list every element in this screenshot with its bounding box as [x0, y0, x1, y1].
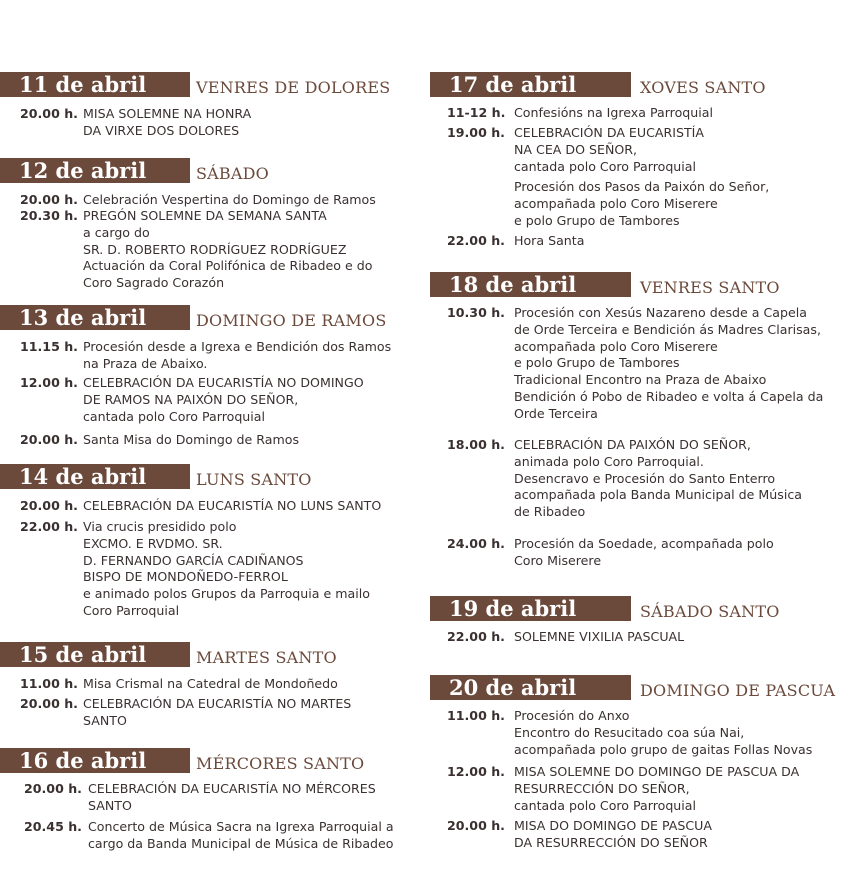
event-text: Tradicional Encontro na Praza de Abaixo: [514, 372, 767, 388]
day-name: MÉRCORES SANTO: [196, 754, 365, 773]
event-text: Actuación da Coral Polifónica de Ribadeo e do: [83, 258, 373, 274]
event-time: 20.00 h.: [20, 432, 78, 447]
day-name: LUNS SANTO: [196, 470, 312, 489]
event-time: 11.15 h.: [20, 339, 78, 354]
date-banner: 14 de abril: [0, 464, 190, 489]
event-text: de Orde Terceira e Bendición ás Madres Clarisas,: [514, 321, 821, 337]
day-name: XOVES SANTO: [640, 78, 766, 97]
event-text: de Ribadeo: [514, 504, 586, 520]
event-text: NA CEA DO SEÑOR,: [514, 141, 638, 157]
event-text: acompañada pola Banda Municipal de Música: [514, 487, 802, 503]
event-text: e polo Grupo de Tambores: [514, 212, 680, 228]
event-text: cantada polo Coro Parroquial: [514, 158, 697, 174]
event-text: Procesión do Anxo: [514, 708, 630, 723]
event-text: animada polo Coro Parroquial.: [514, 453, 704, 469]
event-text: CELEBRACIÓN DA EUCARISTÍA: [514, 125, 705, 140]
event-time: 20.00 h.: [20, 106, 78, 121]
event-time: 20.45 h.: [24, 819, 82, 834]
event-text: Procesión da Soedade, acompañada polo: [514, 536, 774, 551]
day-name: SÁBADO SANTO: [640, 602, 780, 621]
event-text: Concerto de Música Sacra na Igrexa Parroquial a: [88, 819, 394, 834]
event-text: MISA SOLEMNE DO DOMINGO DE PASCUA DA: [514, 764, 800, 779]
event-time: 11.00 h.: [447, 708, 505, 723]
event-text: SR. D. ROBERTO RODRÍGUEZ RODRÍGUEZ: [83, 241, 347, 257]
event-text: na Praza de Abaixo.: [83, 355, 208, 371]
date-banner: 16 de abril: [0, 748, 190, 773]
event-time: 22.00 h.: [20, 519, 78, 534]
event-time: 18.00 h.: [447, 437, 505, 452]
day-name: VENRES DE DOLORES: [196, 78, 391, 97]
event-time: 22.00 h.: [447, 233, 505, 248]
event-text: Coro Parroquial: [83, 603, 180, 618]
event-text: Celebración Vespertina do Domingo de Ramos: [83, 192, 376, 207]
event-text: RESURRECCIÓN DO SEÑOR,: [514, 780, 690, 796]
date-banner: 11 de abril: [0, 72, 190, 97]
event-text: CELEBRACIÓN DA EUCARISTÍA NO MÉRCORES: [88, 781, 376, 796]
event-text: PREGÓN SOLEMNE DA SEMANA SANTA: [83, 208, 327, 223]
event-time: 11-12 h.: [447, 105, 506, 120]
event-text: Encontro do Resucitado coa súa Nai,: [514, 724, 745, 740]
event-time: 11.00 h.: [20, 676, 78, 691]
event-text: Santa Misa do Domingo de Ramos: [83, 432, 300, 447]
event-time: 20.00 h.: [447, 818, 505, 833]
event-text: Coro Sagrado Corazón: [83, 275, 225, 291]
event-text: DA RESURRECCIÓN DO SEÑOR: [514, 834, 708, 850]
event-time: 12.00 h.: [447, 764, 505, 779]
date-banner: 18 de abril: [430, 272, 631, 297]
event-text: Procesión con Xesús Nazareno desde a Capela: [514, 305, 807, 320]
day-name: SÁBADO: [196, 164, 269, 183]
event-text: Hora Santa: [514, 233, 585, 248]
event-time: 22.00 h.: [447, 629, 505, 644]
date-banner: 20 de abril: [430, 675, 631, 700]
event-text: Confesións na Igrexa Parroquial: [514, 105, 713, 120]
day-name: MARTES SANTO: [196, 648, 337, 667]
event-text: CELEBRACIÓN DA EUCARISTÍA NO DOMINGO: [83, 375, 364, 390]
event-text: Procesión dos Pasos da Paixón do Señor,: [514, 179, 770, 194]
event-time: 12.00 h.: [20, 375, 78, 390]
event-text: acompañada polo grupo de gaitas Follas Novas: [514, 741, 813, 757]
event-text: MISA SOLEMNE NA HONRA: [83, 106, 252, 121]
event-text: Via crucis presidido polo: [83, 519, 237, 534]
event-time: 20.00 h.: [20, 696, 78, 711]
event-text: DA VIRXE DOS DOLORES: [83, 122, 240, 138]
event-text: Bendición ó Pobo de Ribadeo e volta á Capela da: [514, 389, 824, 404]
date-banner: 19 de abril: [430, 596, 631, 621]
event-time: 24.00 h.: [447, 536, 505, 551]
event-time: 19.00 h.: [447, 125, 505, 140]
date-banner: 17 de abril: [430, 72, 631, 97]
event-text: D. FERNANDO GARCÍA CADIÑANOS: [83, 552, 304, 568]
day-name: DOMINGO DE RAMOS: [196, 311, 387, 330]
event-text: Procesión desde a Igrexa e Bendición dos Ramos: [83, 339, 392, 354]
day-name: VENRES SANTO: [640, 278, 780, 297]
date-banner: 13 de abril: [0, 305, 190, 330]
event-text: e polo Grupo de Tambores: [514, 355, 680, 371]
event-text: SOLEMNE VIXILIA PASCUAL: [514, 629, 685, 644]
event-text: e animado polos Grupos da Parroquia e mailo: [83, 586, 370, 602]
date-banner: 15 de abril: [0, 642, 190, 667]
event-time: 20.30 h.: [20, 208, 78, 223]
event-text: CELEBRACIÓN DA EUCARISTÍA NO MARTES: [83, 696, 352, 711]
day-name: DOMINGO DE PASCUA: [640, 681, 836, 700]
event-text: EXCMO. E RVDMO. SR.: [83, 535, 223, 551]
event-text: CELEBRACIÓN DA EUCARISTÍA NO LUNS SANTO: [83, 498, 382, 513]
event-text: CELEBRACIÓN DA PAIXÓN DO SEÑOR,: [514, 437, 751, 452]
event-text: Desencravo e Procesión do Santo Enterro: [514, 470, 776, 486]
event-time: 10.30 h.: [447, 305, 505, 320]
event-text: a cargo do: [83, 224, 150, 240]
event-time: 20.00 h.: [20, 498, 78, 513]
event-text: Misa Crismal na Catedral de Mondoñedo: [83, 676, 338, 691]
event-text: acompañada polo Coro Miserere: [514, 195, 718, 211]
date-banner: 12 de abril: [0, 158, 190, 183]
event-text: MISA DO DOMINGO DE PASCUA: [514, 818, 713, 833]
event-time: 20.00 h.: [24, 781, 82, 796]
event-text: cantada polo Coro Parroquial: [514, 797, 697, 813]
event-text: cargo da Banda Municipal de Música de Ribadeo: [88, 835, 394, 851]
event-text: acompañada polo Coro Miserere: [514, 338, 718, 354]
event-text: Orde Terceira: [514, 405, 598, 421]
event-text: DE RAMOS NA PAIXÓN DO SEÑOR,: [83, 391, 299, 407]
event-text: SANTO: [88, 797, 132, 813]
event-text: BISPO DE MONDOÑEDO-FERROL: [83, 569, 288, 585]
event-text: cantada polo Coro Parroquial: [83, 408, 266, 424]
event-text: Coro Miserere: [514, 552, 602, 568]
event-text: SANTO: [83, 712, 127, 728]
event-time: 20.00 h.: [20, 192, 78, 207]
